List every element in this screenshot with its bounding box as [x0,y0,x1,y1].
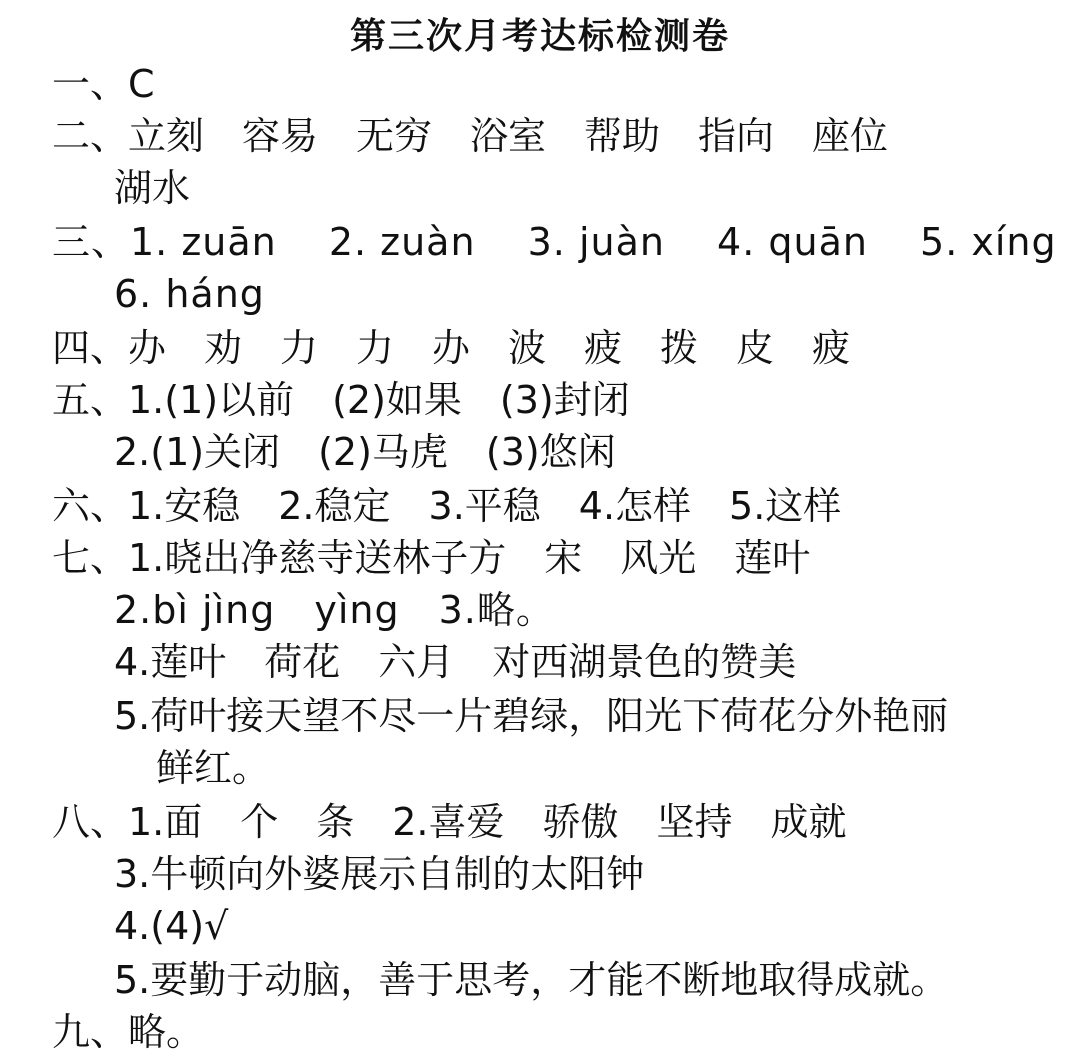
answer-line-2: 二、立刻 容易 无穷 浴室 帮助 指向 座位 [52,114,889,158]
answer-line-7-4: 4.莲叶 荷花 六月 对西湖景色的赞美 [114,640,797,684]
answer-line-3: 三、1. zuān 2. zuàn 3. juàn 4. quān 5. xíng [52,220,1057,264]
answer-line-7-5-cont: 鲜红。 [156,746,271,790]
answer-line-1: 一、C [52,62,155,106]
answer-line-9: 九、略。 [52,1010,205,1054]
answer-line-7-2: 2.bì jìng yìng 3.略。 [114,588,555,632]
answer-line-8-3: 3.牛顿向外婆展示自制的太阳钟 [114,852,645,896]
answer-line-7: 七、1.晓出净慈寺送林子方 宋 风光 莲叶 [52,536,811,580]
answer-line-4: 四、办 劝 力 力 办 波 疲 拨 皮 疲 [52,326,851,370]
answer-line-8: 八、1.面 个 条 2.喜爱 骄傲 坚持 成就 [52,800,847,844]
answer-line-5: 五、1.(1)以前 (2)如果 (3)封闭 [52,378,630,422]
page-title: 第三次月考达标检测卷 [349,16,730,57]
answer-line-8-4: 4.(4)√ [114,904,229,948]
answer-line-3-cont: 6. háng [114,272,265,316]
answer-line-8-5: 5.要勤于动脑，善于思考，才能不断地取得成就。 [114,958,949,1002]
answer-line-6: 六、1.安稳 2.稳定 3.平稳 4.怎样 5.这样 [52,484,842,528]
answer-line-7-5: 5.荷叶接天望不尽一片碧绿，阳光下荷花分外艳丽 [114,694,949,738]
answer-line-5-cont: 2.(1)关闭 (2)马虎 (3)悠闲 [114,430,616,474]
answer-line-2-cont: 湖水 [114,166,191,210]
